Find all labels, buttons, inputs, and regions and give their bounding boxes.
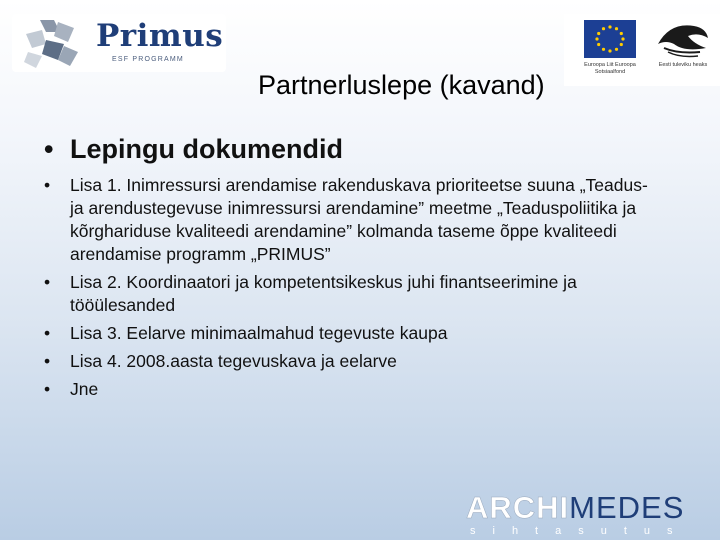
list-item-text: Lisa 1. Inimressursi arendamise rakenduskava prioriteetse suuna „Teadus- ja arendustegevuse inimressursi arendamine” meetme „Teaduspoliitika ja kõrghariduse kvaliteedi arendamine” kolmanda taseme õppe kvaliteedi arendamise programm „PRIMUS” bbox=[70, 175, 648, 264]
list-bullet: • bbox=[44, 272, 51, 292]
list-bullet: • bbox=[44, 175, 51, 195]
section-heading-text: Lepingu dokumendid bbox=[70, 134, 343, 164]
eu-logo-caption: Euroopa Liit Euroopa Sotsiaalfond bbox=[584, 62, 636, 75]
archimedes-logo-part2: MEDES bbox=[569, 490, 685, 525]
list-item-text: Lisa 4. 2008.aasta tegevuskava ja eelarve bbox=[70, 351, 397, 371]
archimedes-logo bbox=[466, 492, 716, 536]
primus-logo-subtitle: ESF PROGRAMM bbox=[112, 56, 184, 63]
list-bullet: • bbox=[44, 351, 51, 371]
list-item bbox=[44, 378, 664, 401]
document-list bbox=[44, 174, 664, 406]
primus-logo bbox=[12, 14, 226, 72]
heading-bullet: • bbox=[44, 134, 54, 164]
slide-title: Partnerluslepe (kavand) bbox=[258, 70, 545, 100]
section-heading bbox=[44, 134, 343, 165]
archimedes-logo-wordmark bbox=[466, 492, 684, 524]
archimedes-logo-subtitle: sihtasutus bbox=[470, 525, 690, 537]
list-item bbox=[44, 271, 664, 317]
estonia-logo-caption: Eesti tuleviku heaks bbox=[658, 62, 708, 68]
list-item bbox=[44, 350, 664, 373]
archimedes-logo-part1: ARCHI bbox=[466, 490, 570, 525]
eu-flag-icon bbox=[584, 20, 636, 58]
list-item-text: Jne bbox=[70, 379, 99, 399]
list-item-text: Lisa 3. Eelarve minimaalmahud tegevuste kaupa bbox=[70, 323, 448, 343]
partner-logos bbox=[564, 14, 720, 86]
primus-mark-icon bbox=[20, 16, 90, 70]
list-item bbox=[44, 322, 664, 345]
list-item-text: Lisa 2. Koordinaatori ja kompetentsikeskus juhi finantseerimine ja tööülesanded bbox=[70, 272, 577, 315]
primus-logo-name: Primus bbox=[96, 18, 224, 54]
list-item bbox=[44, 174, 664, 266]
estonian-swallow-icon bbox=[654, 18, 710, 60]
list-bullet: • bbox=[44, 379, 51, 399]
list-bullet: • bbox=[44, 323, 51, 343]
